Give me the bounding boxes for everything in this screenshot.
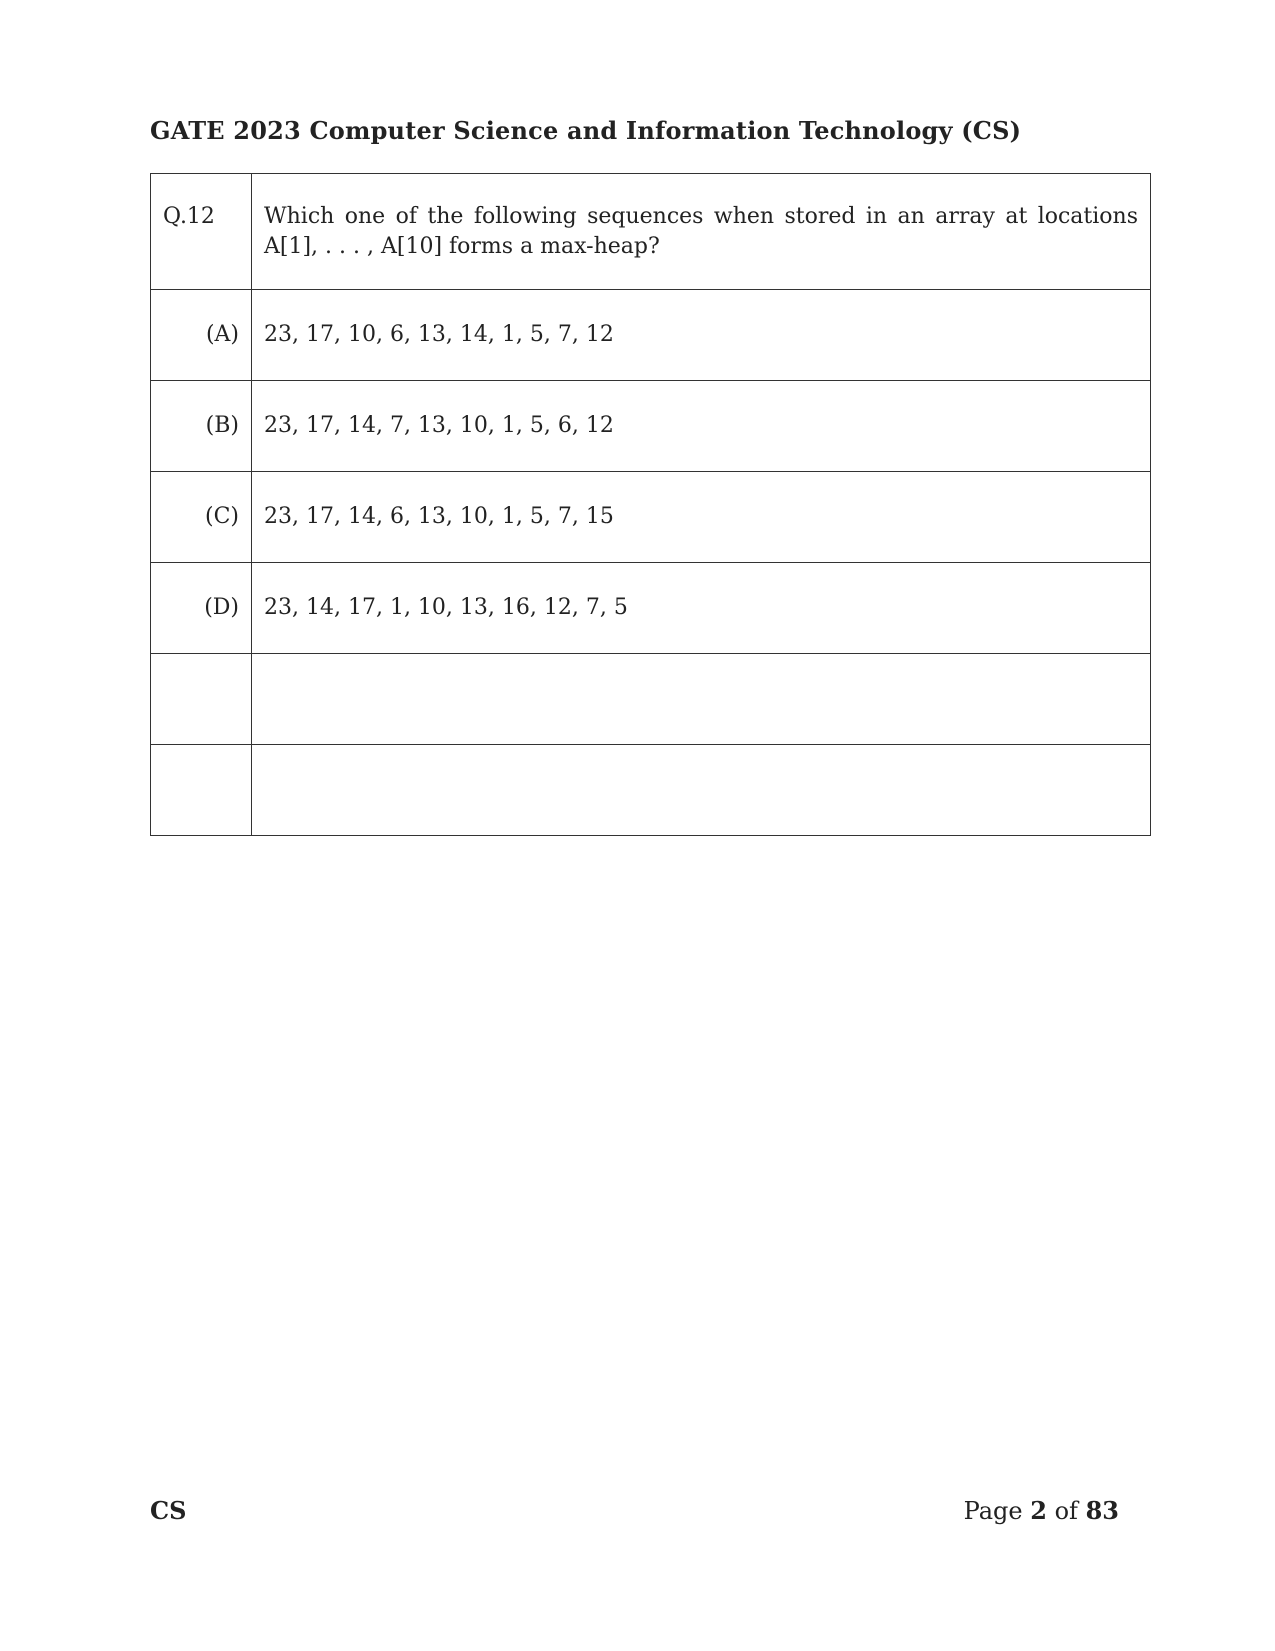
option-text: 23, 14, 17, 1, 10, 13, 16, 12, 7, 5: [252, 563, 1151, 654]
option-row-d: [151, 563, 1151, 654]
option-label: (C): [151, 472, 252, 563]
footer-page-word: Page: [963, 1497, 1023, 1525]
option-row-a: [151, 290, 1151, 381]
option-row-c: [151, 472, 1151, 563]
question-text-line1: Which one of the following sequences when stored in an array at locations: [264, 204, 1138, 229]
empty-row: [151, 745, 1151, 836]
empty-cell: [151, 745, 252, 836]
option-text: 23, 17, 10, 6, 13, 14, 1, 5, 7, 12: [252, 290, 1151, 381]
empty-cell: [252, 654, 1151, 745]
footer-subject-code: CS: [150, 1496, 187, 1525]
footer-page-current: 2: [1030, 1496, 1047, 1525]
footer-page-total: 83: [1085, 1496, 1119, 1525]
option-text: 23, 17, 14, 7, 13, 10, 1, 5, 6, 12: [252, 381, 1151, 472]
question-number: Q.12: [151, 174, 252, 290]
question-text-line2: A[1], . . . , A[10] forms a max-heap?: [264, 234, 660, 259]
option-label: (B): [151, 381, 252, 472]
question-text: [252, 174, 1151, 290]
question-table: [150, 173, 1151, 836]
empty-cell: [151, 654, 252, 745]
option-label: (D): [151, 563, 252, 654]
empty-cell: [252, 745, 1151, 836]
option-row-b: [151, 381, 1151, 472]
option-label: (A): [151, 290, 252, 381]
empty-row: [151, 654, 1151, 745]
option-text: 23, 17, 14, 6, 13, 10, 1, 5, 7, 15: [252, 472, 1151, 563]
footer-of-word: of: [1054, 1497, 1078, 1525]
footer-page-number: [964, 1496, 1119, 1525]
question-row: [151, 174, 1151, 290]
page-header-title: GATE 2023 Computer Science and Information Technology (CS): [150, 116, 1022, 145]
